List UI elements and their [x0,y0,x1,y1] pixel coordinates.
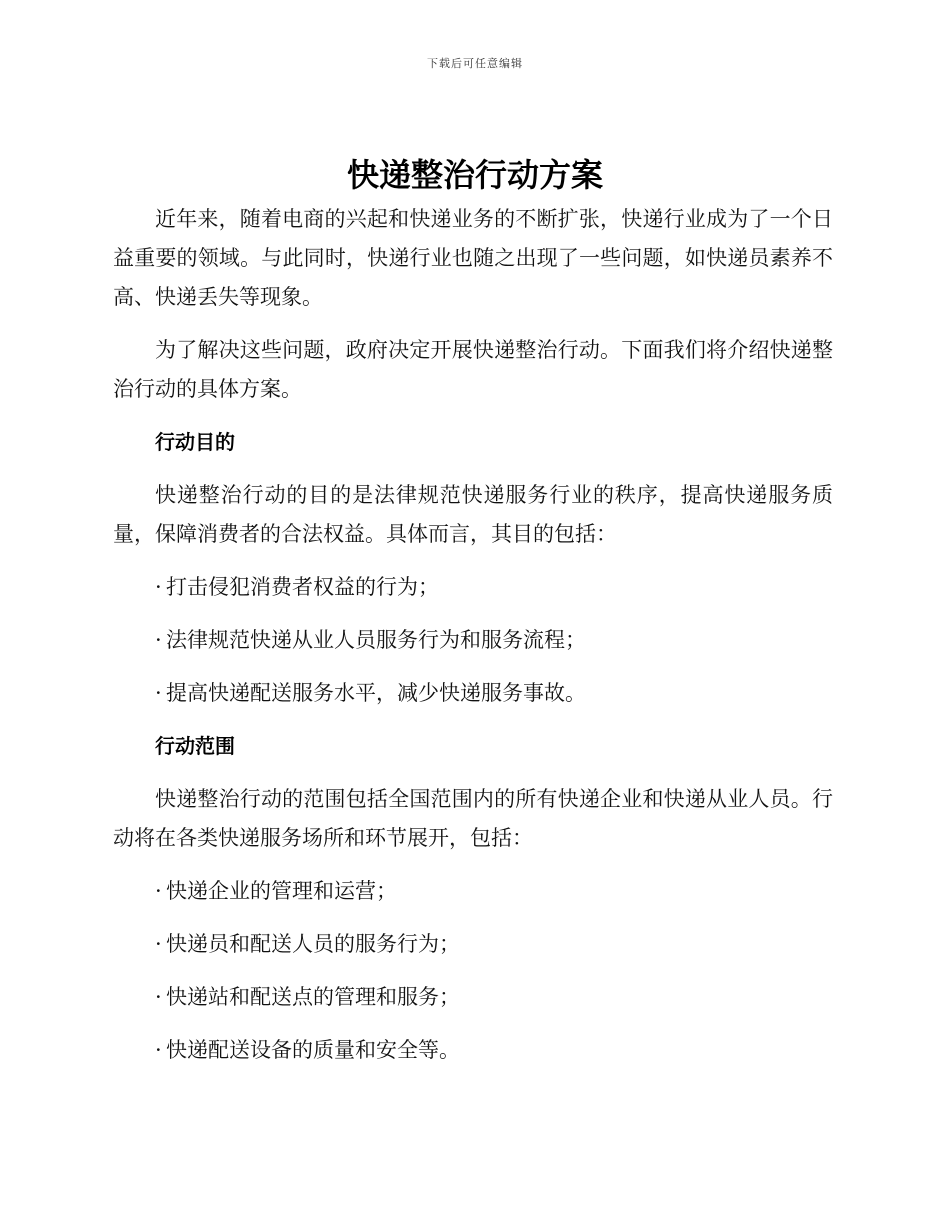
intro-paragraph-1: 近年来，随着电商的兴起和快递业务的不断扩张，快递行业成为了一个日益重要的领域。与此同时，快递行业也随之出现了一些问题，如快递员素养不高、快递丢失等现象。 [113,207,833,309]
list-item [113,925,833,964]
list-item [113,978,833,1017]
bullet-symbol: · [155,985,162,1009]
section-paragraph-scope: 快递整治行动的范围包括全国范围内的所有快递企业和快递从业人员。行动将在各类快递服务场所和环节展开，包括： [113,787,833,850]
list-item [113,872,833,911]
bullet-symbol: · [155,1038,162,1062]
list-item [113,621,833,660]
document-title: 快递整治行动方案 [346,156,603,194]
document-body [113,200,833,1084]
list-item-text: 快递站和配送点的管理和服务； [166,985,460,1009]
bullet-symbol: · [155,681,162,705]
list-item-text: 快递员和配送人员的服务行为； [166,932,460,956]
list-item-text: 提高快递配送服务水平，减少快递服务事故。 [166,681,586,705]
bullet-symbol: · [155,879,162,903]
list-item-text: 法律规范快递从业人员服务行为和服务流程； [166,628,586,652]
bullet-symbol: · [155,575,162,599]
section-paragraph-purpose: 快递整治行动的目的是法律规范快递服务行业的秩序，提高快递服务质量，保障消费者的合法权益。具体而言，其目的包括： [113,483,833,546]
section-heading-purpose: 行动目的 [155,430,235,454]
list-item [113,1031,833,1070]
bullet-symbol: · [155,628,162,652]
header-note: 下载后可任意编辑 [427,57,523,70]
list-item [113,674,833,713]
list-item-text: 快递企业的管理和运营； [166,879,397,903]
bullet-symbol: · [155,932,162,956]
list-item [113,568,833,607]
intro-paragraph-2: 为了解决这些问题，政府决定开展快递整治行动。下面我们将介绍快递整治行动的具体方案。 [113,338,833,401]
section-heading-scope: 行动范围 [155,734,235,758]
list-item-text: 打击侵犯消费者权益的行为； [166,575,439,599]
list-item-text: 快递配送设备的质量和安全等。 [166,1038,460,1062]
